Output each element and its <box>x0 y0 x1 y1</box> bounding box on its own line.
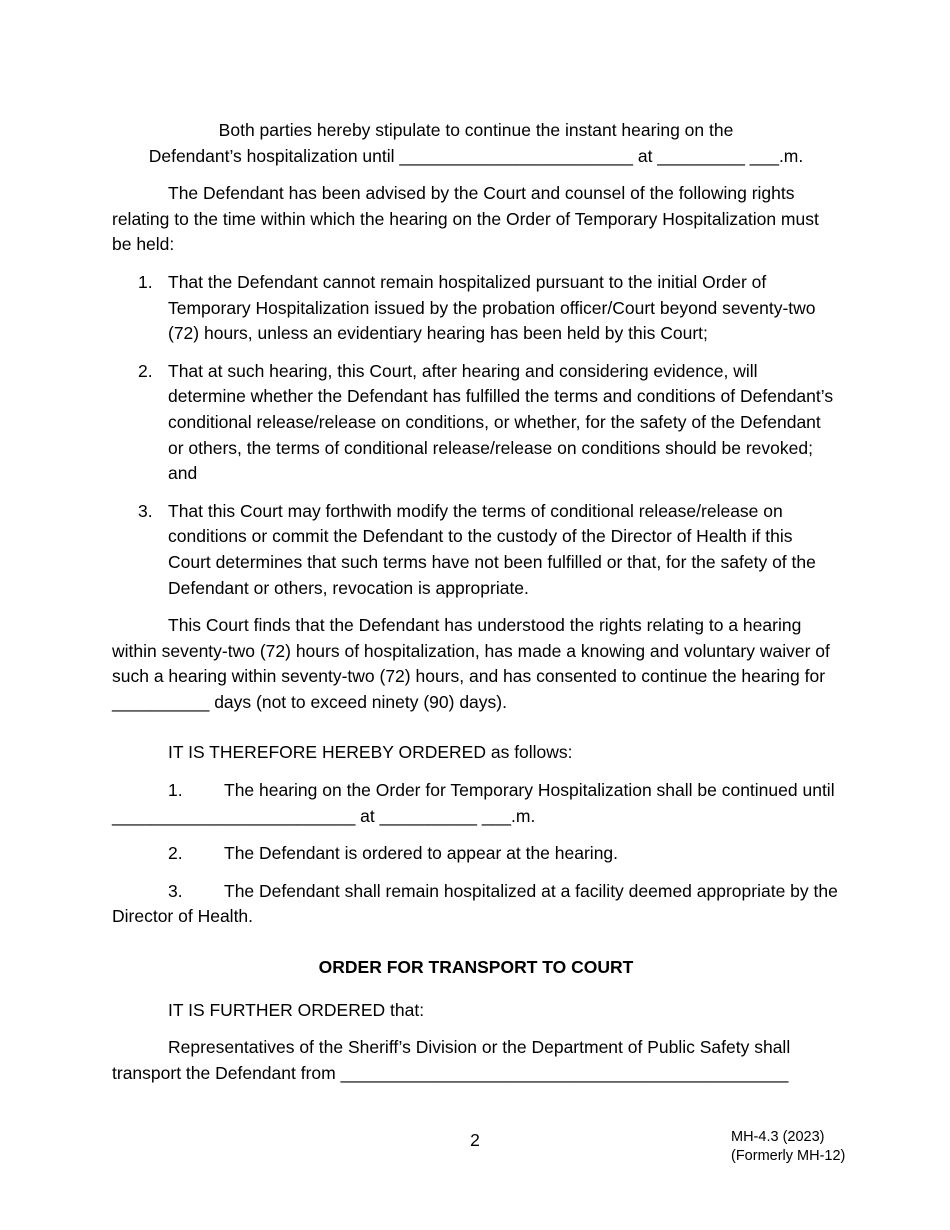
rights-item-text: That the Defendant cannot remain hospitalized pursuant to the initial Order of Temporary Hospitalization issued by the probation officer/Court beyond seventy-two (72) hours, unless an evidentiary hearing has been held by this Court; <box>168 271 816 344</box>
order-item-number: 3. <box>168 880 183 901</box>
rights-item-text: That this Court may forthwith modify the terms of conditional release/release on conditions or commit the Defendant to the custody of the Director of Health if this Court determines that such terms have not been fulfilled or that, for the safety of the Defendant or others, revocation is appropriate. <box>168 500 816 598</box>
stipulation-line-2: Defendant’s hospitalization until ________________________ at _________ ___.m. <box>148 145 804 166</box>
form-number-block <box>731 1128 845 1166</box>
further-ordered: IT IS FURTHER ORDERED that: <box>168 999 425 1020</box>
order-item-text: The Defendant is ordered to appear at the hearing. <box>224 843 619 864</box>
finding-paragraph: This Court finds that the Defendant has understood the rights relating to a hearing within seventy-two (72) hours of hospitalization, has made a knowing and voluntary waiver of such a hearing within seventy-two (72) hours, and has consented to continue the hearing for __________ days (not to exceed ninety (90) days). <box>112 615 830 712</box>
rights-item <box>112 499 840 601</box>
rights-item-number: 3. <box>138 500 153 521</box>
rights-item <box>112 270 840 347</box>
transport-paragraph: Representatives of the Sheriff’s Division or the Department of Public Safety shall transport the Defendant from ______________________________________________ <box>112 1037 791 1083</box>
order-item <box>112 778 840 829</box>
rights-item-text: That at such hearing, this Court, after hearing and considering evidence, will determine whether the Defendant has fulfilled the terms and conditions of Defendant’s conditional release/release on conditions, or whether, for the safety of the Defendant or others, the terms of conditional release/release on conditions should be revoked; and <box>168 360 834 484</box>
rights-item-number: 1. <box>138 271 153 292</box>
rights-item <box>112 359 840 487</box>
document-page <box>112 118 840 1086</box>
transport-heading: ORDER FOR TRANSPORT TO COURT <box>318 957 634 978</box>
rights-item-number: 2. <box>138 360 153 381</box>
former-form-number: (Formerly MH-12) <box>731 1148 846 1164</box>
order-item-text: The Defendant shall remain hospitalized at a facility deemed appropriate by the Director of Health. <box>112 880 838 927</box>
stipulation-line-1: Both parties hereby stipulate to continue the instant hearing on the <box>218 120 734 140</box>
order-item <box>112 879 840 930</box>
page-number: 2 <box>470 1130 480 1150</box>
stipulation-paragraph <box>112 118 840 169</box>
order-item <box>112 841 840 867</box>
order-item-number: 2. <box>168 843 183 864</box>
order-item-text: The hearing on the Order for Temporary Hospitalization shall be continued until _________________________ at __________ ___.m. <box>112 780 835 826</box>
rights-list <box>112 270 840 601</box>
order-item-number: 1. <box>168 780 183 801</box>
form-number: MH-4.3 (2023) <box>731 1129 825 1145</box>
ordered-intro: IT IS THEREFORE HEREBY ORDERED as follows: <box>168 742 573 763</box>
advised-paragraph: The Defendant has been advised by the Court and counsel of the following rights relating to the time within which the hearing on the Order of Temporary Hospitalization must be held: <box>112 183 819 255</box>
